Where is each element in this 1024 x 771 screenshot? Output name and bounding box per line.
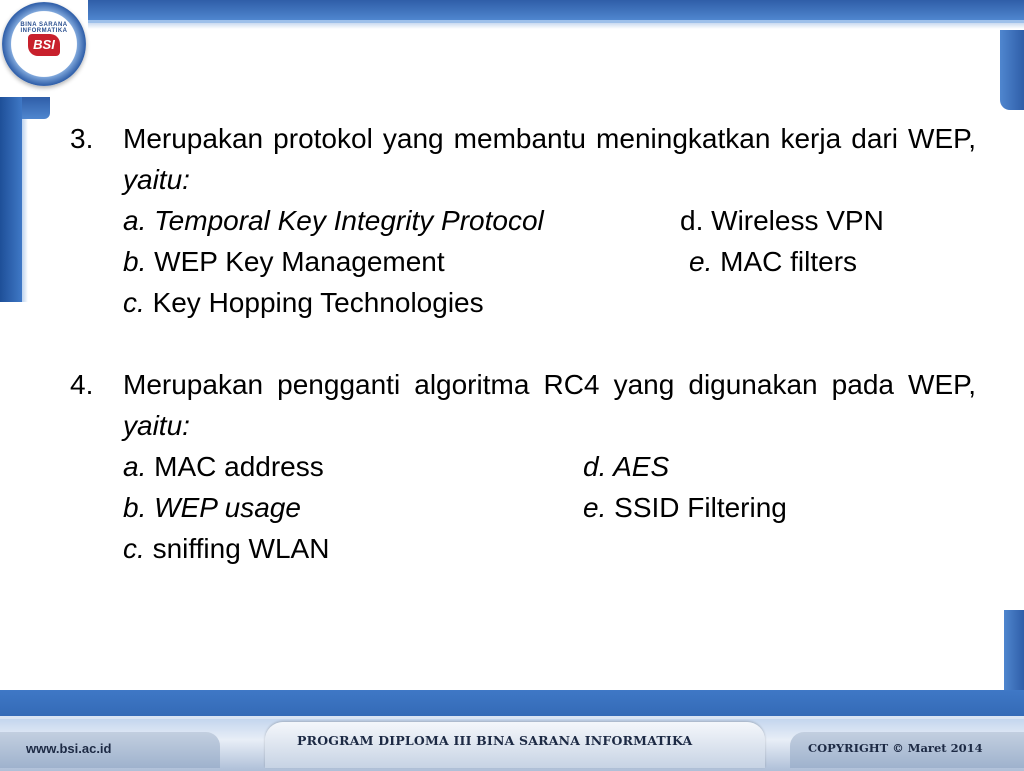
question-4: [70, 364, 976, 569]
option-d: d. Wireless VPN: [680, 205, 884, 236]
right-frame-bar-top: [1000, 30, 1024, 110]
option-row: [123, 528, 976, 569]
bsi-logo: [2, 2, 86, 86]
right-frame-bar-bottom: [1004, 610, 1024, 690]
question-text: Merupakan pengganti algoritma RC4 yang digunakan pada WEP, yaitu:: [123, 369, 976, 441]
option-a: a. Temporal Key Integrity Protocol: [123, 205, 544, 236]
option-d: d. AES: [583, 451, 670, 482]
question-number: 4.: [70, 369, 94, 400]
left-frame-shade: [22, 119, 28, 302]
logo-emblem: [22, 24, 66, 64]
question-text-italic: yaitu:: [123, 164, 190, 195]
option-row: [123, 200, 976, 241]
spacer: [70, 323, 976, 364]
slide-content: [70, 118, 976, 569]
option-b: b. WEP Key Management: [123, 246, 445, 277]
question-3: [70, 118, 976, 323]
option-row: [123, 487, 976, 528]
footer-program: PROGRAM DIPLOMA III BINA SARANA INFORMATIKA: [297, 733, 693, 748]
top-frame-bar: [88, 0, 1024, 23]
question-text-italic: yaitu:: [123, 410, 190, 441]
logo-ring-text: BINA SARANA INFORMATIKA: [20, 22, 68, 34]
option-row: [123, 282, 976, 323]
left-frame-cap: [22, 97, 50, 119]
question-number: 3.: [70, 123, 94, 154]
top-frame-shade: [88, 23, 1024, 29]
question-text: Merupakan protokol yang membantu meningkatkan kerja dari WEP, yaitu:: [123, 123, 976, 195]
option-e: e. SSID Filtering: [583, 492, 787, 523]
option-row: [123, 446, 976, 487]
option-a: a. MAC address: [123, 451, 324, 482]
option-c: c. Key Hopping Technologies: [123, 287, 484, 318]
option-e: e. MAC filters: [689, 246, 858, 277]
logo-mark: BSI: [28, 34, 60, 56]
option-c: c. sniffing WLAN: [123, 533, 330, 564]
footer-copyright: COPYRIGHT © Maret 2014: [808, 741, 983, 755]
footer-url: www.bsi.ac.id: [26, 741, 112, 756]
option-b: b. WEP usage: [123, 492, 301, 523]
left-frame-bar: [0, 97, 22, 302]
option-row: [123, 241, 976, 282]
